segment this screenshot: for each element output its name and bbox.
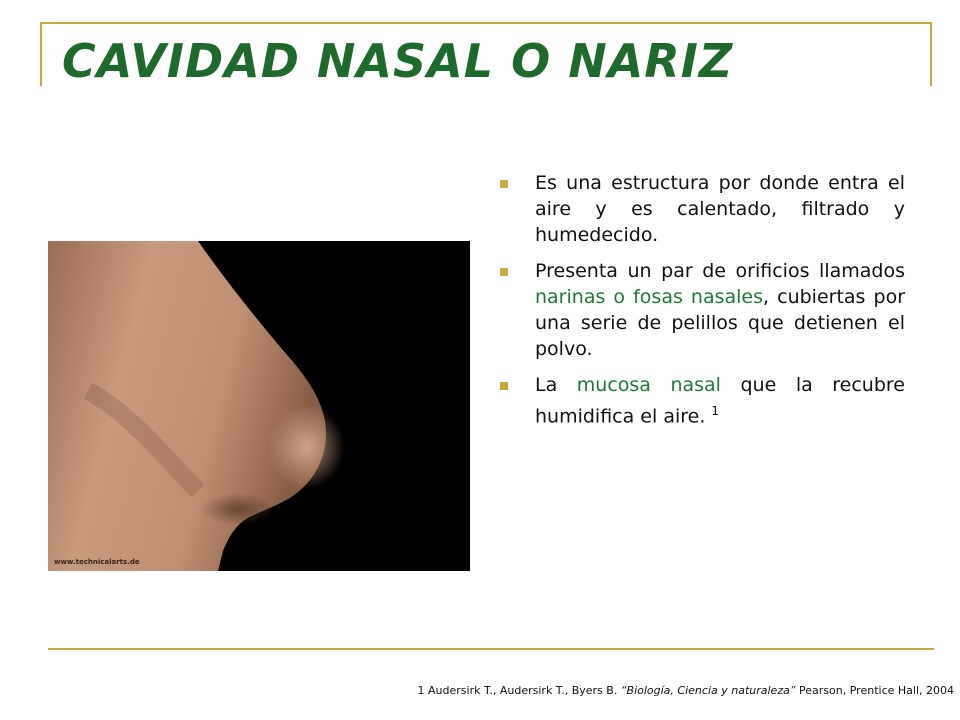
bullet-item (500, 258, 905, 362)
highlight-term: narinas o fosas nasales (535, 286, 764, 308)
bullet-text-before: Presenta un par de orificios llamados (535, 260, 905, 282)
nose-image (48, 241, 470, 571)
bullet-square-icon (500, 382, 508, 390)
bullet-text-after: que la recubre humidifica el aire. (535, 374, 905, 428)
bullet-square-icon (500, 268, 508, 276)
top-right-border-line (930, 22, 932, 86)
bullet-text: Es una estructura por donde entra el aire y es calentado, filtrado y humedecido. (535, 172, 905, 246)
nose-illustration (48, 241, 470, 571)
bullet-text-after: , cubiertas por una serie de pelillos que detienen el polvo. (535, 286, 906, 360)
footnote-prefix: 1 Audersirk T., Audersirk T., Byers B. (417, 684, 621, 697)
image-watermark: www.technicalarts.de (54, 558, 140, 566)
footnote-book-title: “Biología, Ciencia y naturaleza” (620, 684, 796, 697)
bullet-item (500, 372, 905, 429)
footnote-suffix: Pearson, Prentice Hall, 2004 (795, 684, 954, 697)
bullet-square-icon (500, 180, 508, 188)
top-left-border-line (40, 22, 42, 86)
reference-superscript: 1 (711, 404, 720, 418)
bullet-list (500, 170, 905, 439)
highlight-term: mucosa nasal (576, 374, 721, 396)
top-border-line (42, 22, 932, 24)
bullet-text-before: La (535, 374, 577, 396)
slide-title: CAVIDAD NASAL O NARIZ (62, 34, 734, 88)
footnote-citation (418, 684, 954, 697)
bottom-border-line (48, 648, 934, 650)
bullet-item (500, 170, 905, 248)
